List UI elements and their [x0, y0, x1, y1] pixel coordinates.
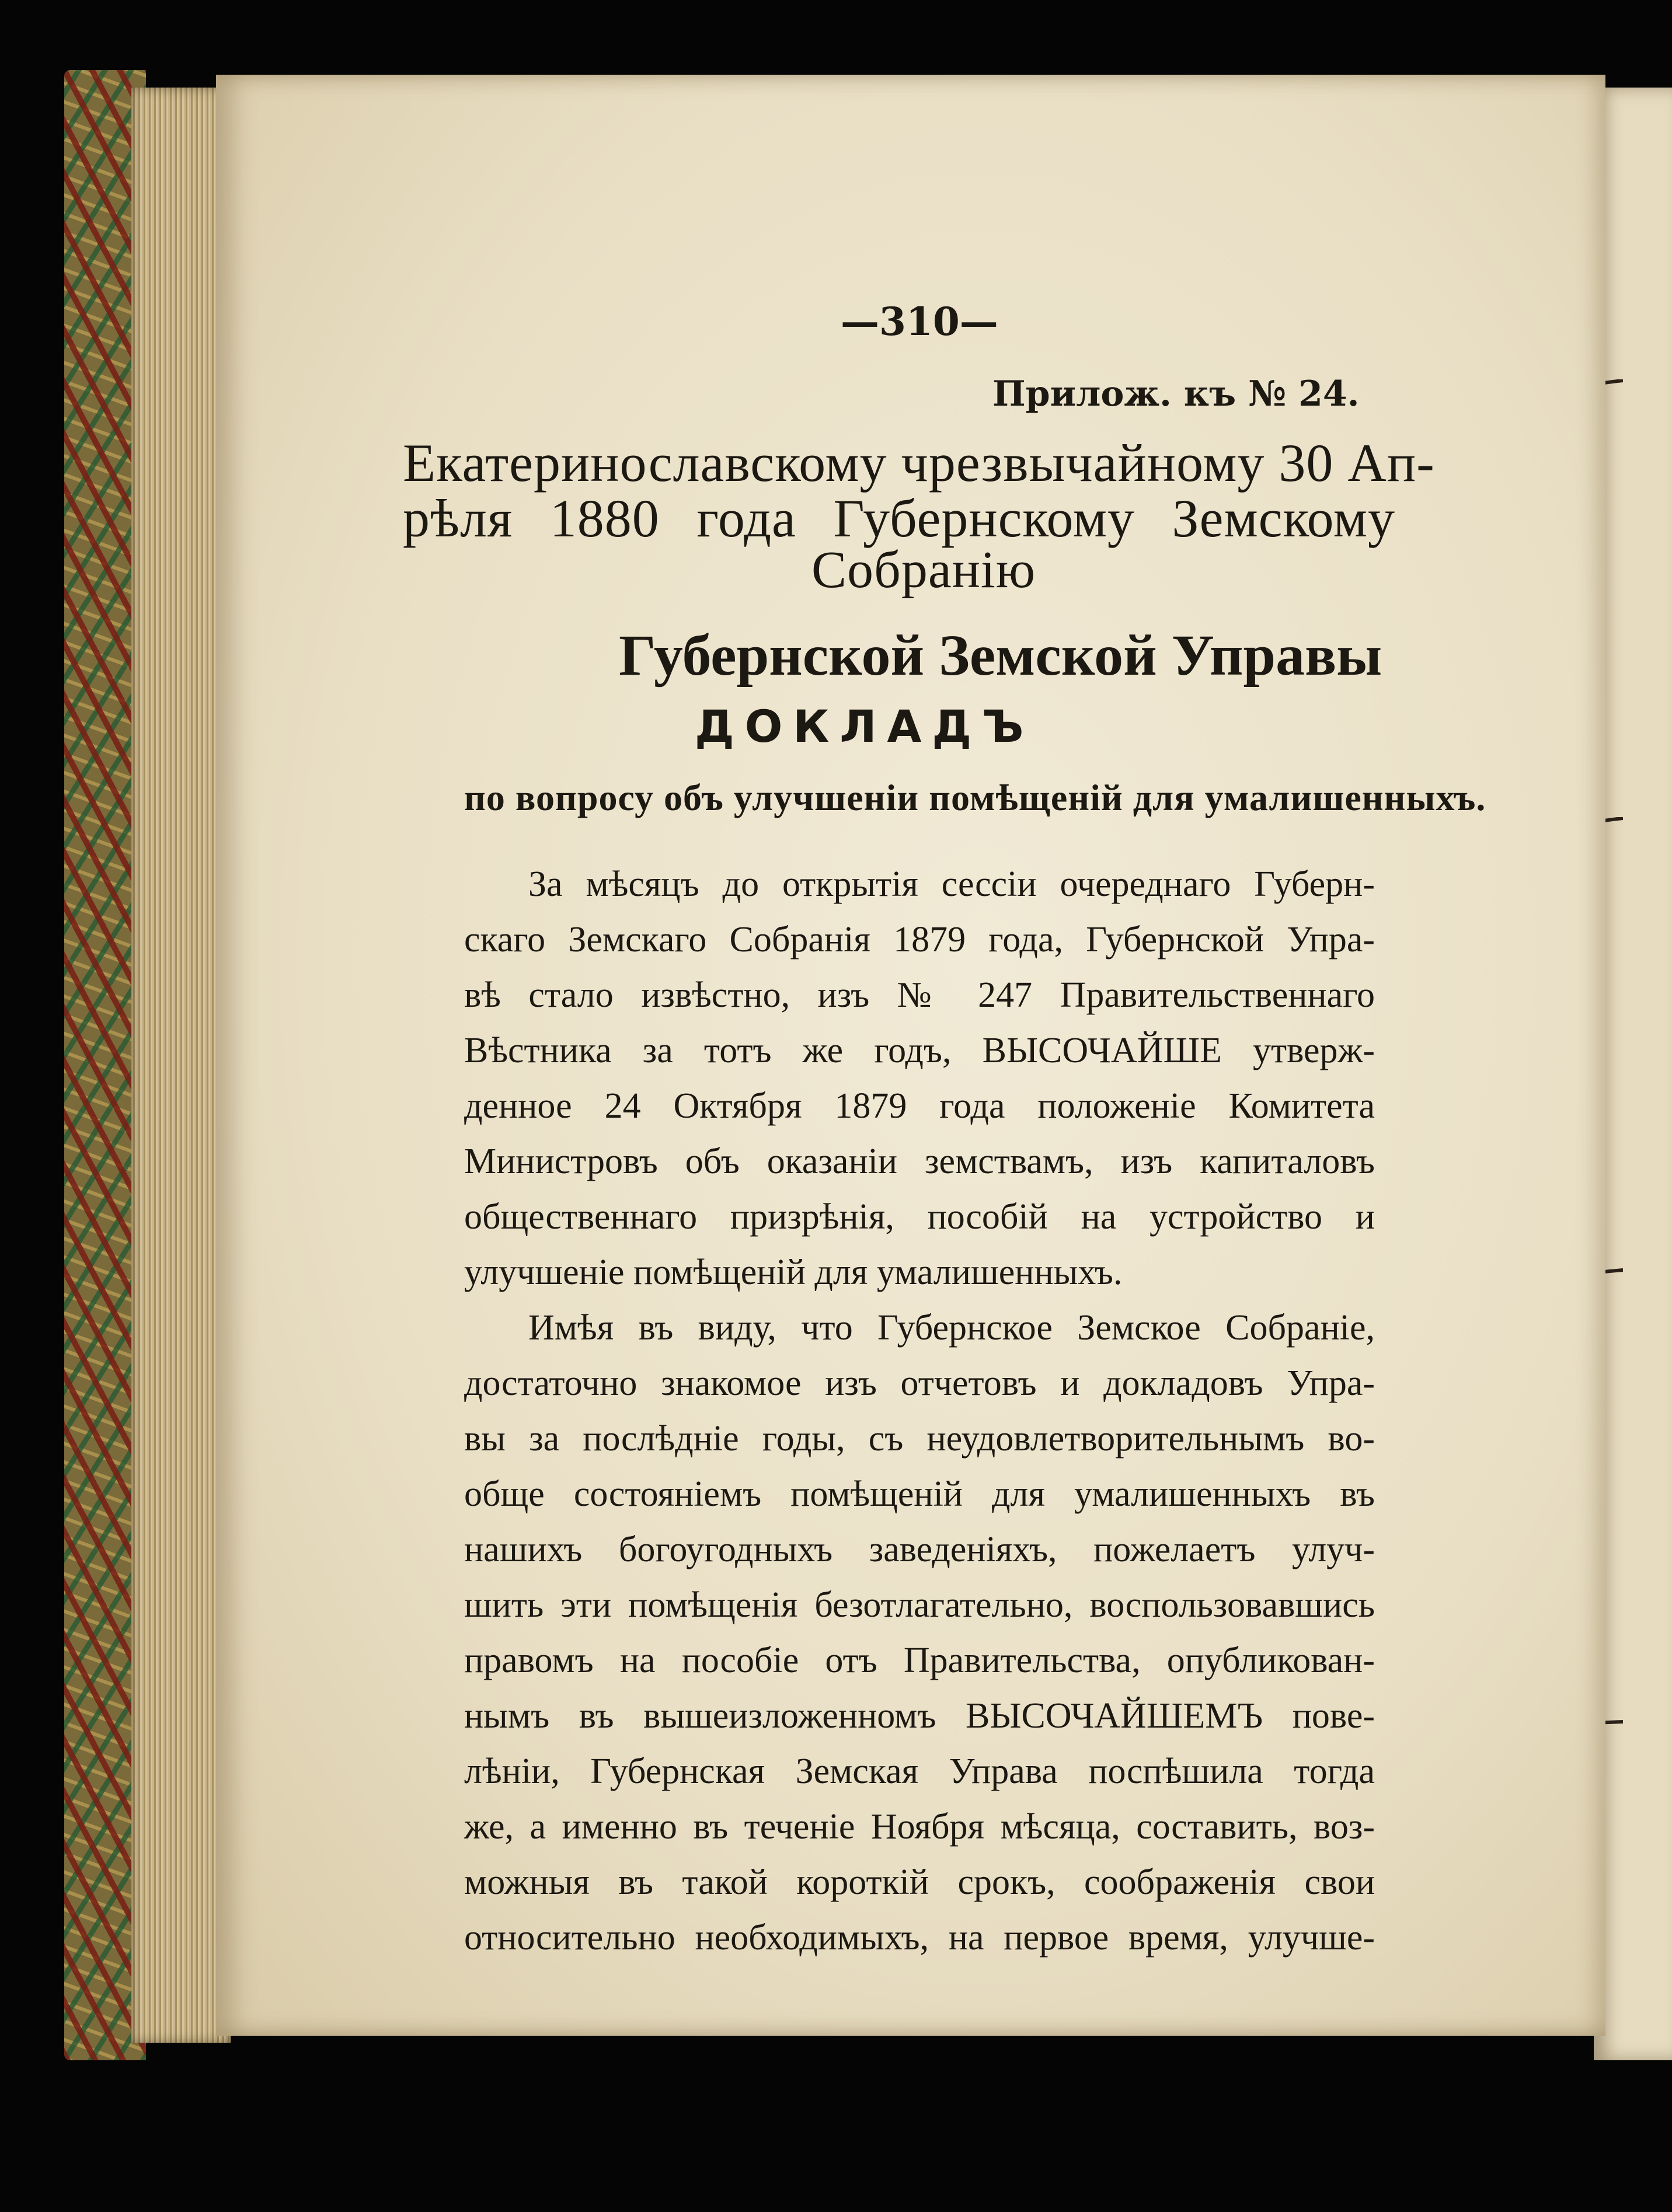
- title-line: рѣля 1880 года Губернскому Земскому: [403, 489, 1395, 548]
- text-line: шить эти помѣщенія безотлагательно, воспользовавшись: [464, 1585, 1375, 1625]
- text-line: вы за послѣдніе годы, съ неудовлетворительнымъ во-: [464, 1419, 1375, 1459]
- text-line: можныя въ такой короткій срокъ, соображенія свои: [464, 1862, 1375, 1902]
- text-line: относительно необходимыхъ, на первое время, улучше-: [464, 1918, 1375, 1958]
- text-line: скаго Земскаго Собранія 1879 года, Губернской Упра-: [464, 920, 1375, 960]
- report-heading: ДОКЛАДЪ: [695, 700, 1034, 752]
- text-line: лѣніи, Губернская Земская Управа поспѣшила тогда: [464, 1752, 1375, 1791]
- appendix-reference: Прилож. къ № 24.: [992, 374, 1360, 414]
- text-line: вѣ стало извѣстно, изъ № 247 Правительственнаго: [464, 975, 1375, 1015]
- text-line: улучшеніе помѣщеній для умалишенныхъ.: [464, 1252, 1123, 1292]
- text-line: правомъ на пособіе отъ Правительства, опубликован-: [464, 1641, 1375, 1680]
- text-line: же, а именно въ теченіе Ноября мѣсяца, составить, воз-: [464, 1807, 1375, 1847]
- text-line: Вѣстника за тотъ же годъ, ВЫСОЧАЙШЕ утверж-: [464, 1031, 1375, 1070]
- text-line: обще состояніемъ помѣщеній для умалишенныхъ въ: [464, 1474, 1375, 1514]
- board-heading: Губернской Земской Управы: [619, 623, 1382, 688]
- text-line: достаточно знакомое изъ отчетовъ и докладовъ Упра-: [464, 1363, 1375, 1403]
- text-line: денное 24 Октября 1879 года положеніе Комитета: [464, 1086, 1375, 1126]
- text-line: За мѣсяцъ до открытія сессіи очереднаго Губерн-: [528, 864, 1375, 904]
- text-line: Имѣя въ виду, что Губернское Земское Собраніе,: [528, 1308, 1375, 1348]
- text-line: нымъ въ вышеизложенномъ ВЫСОЧАЙШЕМЪ пове-: [464, 1696, 1375, 1736]
- text-line: Министровъ объ оказаніи земствамъ, изъ капиталовъ: [464, 1142, 1375, 1181]
- title-line: Екатеринославскому чрезвычайному 30 Ап-: [403, 433, 1435, 493]
- report-subject: по вопросу объ улучшеніи помѣщеній для умалишенныхъ.: [464, 777, 1486, 818]
- page-number: —310—: [841, 299, 998, 344]
- title-line: Собранію: [811, 541, 1036, 599]
- text-line: нашихъ богоугодныхъ заведеніяхъ, пожелаетъ улуч-: [464, 1530, 1375, 1569]
- text-line: общественнаго призрѣнія, пособій на устройство и: [464, 1197, 1375, 1237]
